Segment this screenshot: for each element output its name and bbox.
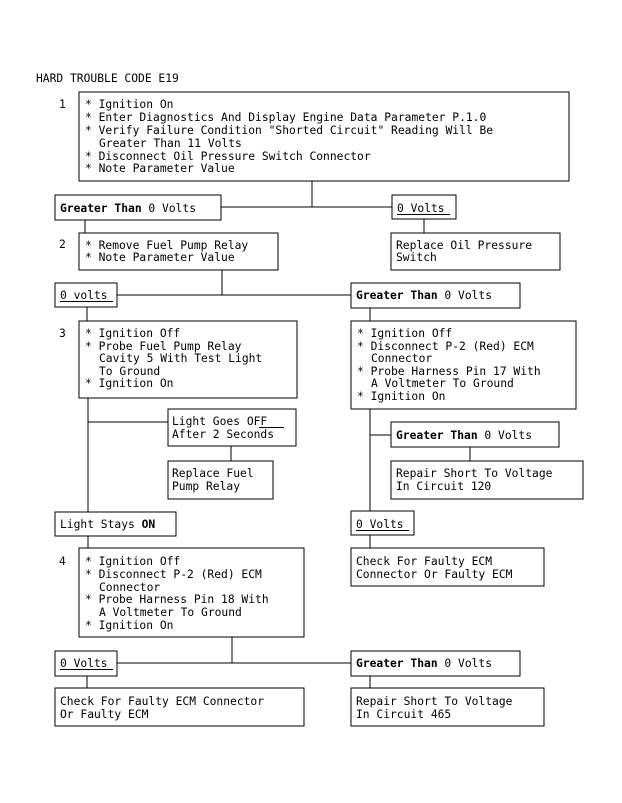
step-line: * Ignition Off	[85, 327, 181, 340]
step-line: * Ignition On	[85, 98, 174, 111]
result-label	[60, 518, 155, 531]
action-check-faulty-ecm-step-4	[55, 688, 304, 726]
action-replace-fuel-pump-relay	[168, 461, 273, 499]
result-light-stays-on	[55, 512, 176, 536]
action-repair-circuit-465	[351, 688, 544, 726]
action-check-faulty-ecm-right	[351, 548, 544, 586]
result-zero-volts-4	[55, 651, 117, 676]
step-line: * Disconnect P-2 (Red) ECM	[357, 340, 534, 353]
step-line: Cavity 5 With Test Light	[99, 352, 263, 365]
step-line: * Disconnect Oil Pressure Switch Connector	[85, 150, 371, 163]
action-line: Replace Fuel	[172, 467, 254, 480]
result-pre: Light Goes	[172, 415, 247, 428]
step-line: * Verify Failure Condition "Shorted Circuit" Reading Will Be	[85, 124, 494, 137]
action-line: Replace Oil Pressure	[396, 239, 533, 252]
result-label-line2: After 2 Seconds	[172, 428, 275, 441]
step-line: * Probe Harness Pin 18 With	[85, 593, 269, 606]
result-label	[60, 202, 196, 215]
step-line: To Ground	[99, 365, 161, 378]
step-line: * Disconnect P-2 (Red) ECM	[85, 568, 262, 581]
step-line: * Note Parameter Value	[85, 251, 235, 264]
action-line: Check For Faulty ECM Connector	[60, 695, 265, 708]
result-zero-volts-2	[55, 283, 117, 307]
result-label: 0 Volts	[397, 202, 445, 215]
step-line: * Enter Diagnostics And Display Engine Data Parameter P.1.0	[85, 111, 487, 124]
action-line: In Circuit 465	[356, 708, 452, 721]
step-line: * Ignition Off	[85, 555, 181, 568]
result-rest: 0 Volts	[477, 429, 533, 442]
result-label	[356, 289, 492, 302]
result-bold: Greater Than	[396, 429, 478, 442]
step-ecm-pin-17	[351, 321, 576, 409]
result-bold: Greater Than	[60, 202, 142, 215]
step-line: * Remove Fuel Pump Relay	[85, 239, 249, 252]
action-line: Or Faulty ECM	[60, 708, 149, 721]
result-greater-than-1	[55, 195, 221, 220]
result-label	[356, 657, 492, 670]
step-number: 4	[59, 555, 66, 568]
result-label	[396, 429, 532, 442]
step-line: * Note Parameter Value	[85, 162, 235, 175]
diagram-title: HARD TROUBLE CODE E19	[36, 72, 179, 85]
result-light-goes-off	[168, 409, 296, 446]
action-line: Switch	[396, 251, 437, 264]
action-line: Repair Short To Voltage	[356, 695, 513, 708]
result-label: 0 volts	[60, 289, 108, 302]
action-line: In Circuit 120	[396, 480, 492, 493]
action-repair-circuit-120	[391, 461, 583, 499]
result-rest: 0 Volts	[141, 202, 197, 215]
step-line: * Ignition Off	[357, 327, 453, 340]
action-line: Pump Relay	[172, 480, 241, 493]
result-rest: 0 Volts	[437, 657, 493, 670]
step-line: A Voltmeter To Ground	[371, 377, 514, 390]
result-rest: 0 Volts	[437, 289, 493, 302]
action-line: Check For Faulty ECM	[356, 555, 493, 568]
action-replace-oil-pressure-switch	[391, 233, 560, 270]
step-line: * Ignition On	[85, 377, 174, 390]
step-line: Connector	[99, 581, 161, 594]
result-zero-volts-1	[392, 195, 456, 219]
step-1	[59, 92, 569, 181]
step-line: * Probe Fuel Pump Relay	[85, 340, 242, 353]
step-line: * Ignition On	[357, 390, 446, 403]
step-line: * Probe Harness Pin 17 With	[357, 365, 541, 378]
result-bold: ON	[141, 518, 156, 531]
result-label: 0 Volts	[356, 518, 404, 531]
result-bold: Greater Than	[356, 289, 438, 302]
step-number: 2	[59, 238, 66, 251]
result-label	[172, 415, 267, 428]
result-pre: Light Stays	[60, 518, 142, 531]
step-number: 3	[59, 327, 66, 340]
result-label: 0 Volts	[60, 657, 108, 670]
result-zero-volts-3	[351, 511, 414, 535]
step-line: A Voltmeter To Ground	[99, 606, 242, 619]
step-number: 1	[59, 98, 66, 111]
step-line: * Ignition On	[85, 619, 174, 632]
action-line: Connector Or Faulty ECM	[356, 568, 513, 581]
result-bold: Greater Than	[356, 657, 438, 670]
result-underlined: OFF	[246, 415, 268, 428]
step-4	[59, 548, 304, 637]
result-greater-than-4	[351, 651, 520, 676]
step-line: Greater Than 11 Volts	[99, 137, 242, 150]
result-greater-than-2	[351, 283, 520, 308]
result-greater-than-3	[391, 422, 559, 447]
action-line: Repair Short To Voltage	[396, 467, 553, 480]
step-3	[59, 321, 297, 398]
step-2	[59, 233, 278, 270]
step-line: Connector	[371, 352, 433, 365]
